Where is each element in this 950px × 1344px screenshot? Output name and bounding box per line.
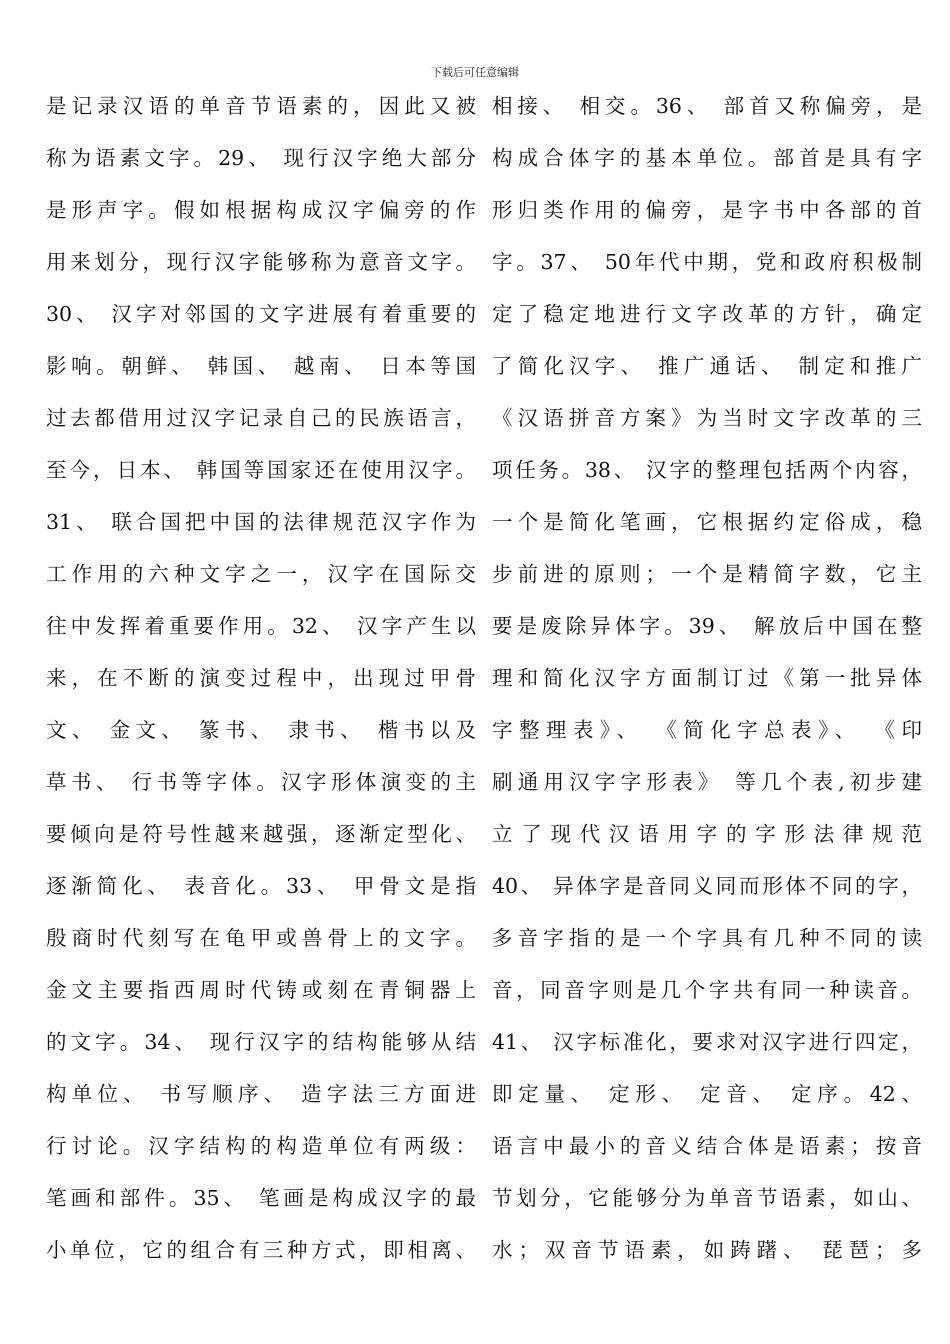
text-line: 字整理表》、 《简化字总表》、 《印	[492, 718, 922, 742]
text-line: 定了稳定地进行文字改革的方针，确定	[492, 302, 922, 326]
text-line: 殷商时代刻写在龟甲或兽骨上的文字。	[46, 926, 476, 950]
text-line: 来，在不断的演变过程中，出现过甲骨	[46, 666, 476, 690]
text-line: 是形声字。假如根据构成汉字偏旁的作	[46, 198, 476, 222]
text-line: 多音字指的是一个字具有几种不同的读	[492, 926, 922, 950]
text-line: 要是废除异体字。39、 解放后中国在整	[492, 614, 922, 638]
text-line: 行讨论。汉字结构的构造单位有两级：	[46, 1134, 476, 1158]
text-line: 草书、 行书等字体。汉字形体演变的主	[46, 770, 476, 794]
text-line: 相接、 相交。36、 部首又称偏旁，是	[492, 94, 922, 118]
text-line: 至今，日本、 韩国等国家还在使用汉字。	[46, 458, 476, 482]
left-column	[46, 80, 476, 1276]
text-line: 构单位、 书写顺序、 造字法三方面进	[46, 1082, 476, 1106]
text-line: 了简化汉字、 推广通话、 制定和推广	[492, 354, 922, 378]
text-line: 节划分，它能够分为单音节语素，如山、	[492, 1186, 922, 1210]
text-line: 即定量、 定形、 定音、 定序。42、	[492, 1082, 922, 1106]
text-line: 41、 汉字标准化，要求对汉字进行四定，	[492, 1030, 922, 1054]
text-line: 金文主要指西周时代铸或刻在青铜器上	[46, 978, 476, 1002]
text-line: 是记录汉语的单音节语素的，因此又被	[46, 94, 476, 118]
page-header: 下载后可任意编辑	[431, 66, 519, 79]
text-line: 过去都借用过汉字记录自己的民族语言，	[46, 406, 476, 430]
text-line: 语言中最小的音义结合体是语素；按音	[492, 1134, 922, 1158]
text-line: 字。37、 50年代中期，党和政府积极制	[492, 250, 922, 274]
text-line: 步前进的原则；一个是精简字数，它主	[492, 562, 922, 586]
text-line: 小单位，它的组合有三种方式，即相离、	[46, 1238, 476, 1262]
text-line: 音，同音字则是几个字共有同一种读音。	[492, 978, 922, 1002]
text-line: 《汉语拼音方案》为当时文字改革的三	[492, 406, 922, 430]
text-line: 文、 金文、 篆书、 隶书、 楷书以及	[46, 718, 476, 742]
text-line: 一个是简化笔画，它根据约定俗成，稳	[492, 510, 922, 534]
text-line: 刷通用汉字字形表》 等几个表,初步建	[492, 770, 922, 794]
text-line: 工作用的六种文字之一，汉字在国际交	[46, 562, 476, 586]
text-line: 笔画和部件。35、 笔画是构成汉字的最	[46, 1186, 476, 1210]
text-line: 要倾向是符号性越来越强，逐渐定型化、	[46, 822, 476, 846]
text-line: 逐渐简化、 表音化。33、 甲骨文是指	[46, 874, 476, 898]
text-line: 用来划分，现行汉字能够称为意音文字。	[46, 250, 476, 274]
text-line: 形归类作用的偏旁，是字书中各部的首	[492, 198, 922, 222]
right-column	[492, 80, 922, 1276]
text-line: 31、 联合国把中国的法律规范汉字作为	[46, 510, 476, 534]
text-line: 构成合体字的基本单位。部首是具有字	[492, 146, 922, 170]
text-line: 影响。朝鲜、 韩国、 越南、 日本等国	[46, 354, 476, 378]
text-line: 往中发挥着重要作用。32、 汉字产生以	[46, 614, 476, 638]
text-line: 水；双音节语素，如踌躇、 琵琶；多	[492, 1238, 922, 1262]
text-line: 理和简化汉字方面制订过《第一批异体	[492, 666, 922, 690]
text-line: 立了现代汉语用字的字形法律规范	[492, 822, 922, 846]
text-line: 40、 异体字是音同义同而形体不同的字，	[492, 874, 922, 898]
text-line: 的文字。34、 现行汉字的结构能够从结	[46, 1030, 476, 1054]
text-line: 称为语素文字。29、 现行汉字绝大部分	[46, 146, 476, 170]
text-line: 项任务。38、 汉字的整理包括两个内容，	[492, 458, 922, 482]
text-line: 30、 汉字对邻国的文字进展有着重要的	[46, 302, 476, 326]
